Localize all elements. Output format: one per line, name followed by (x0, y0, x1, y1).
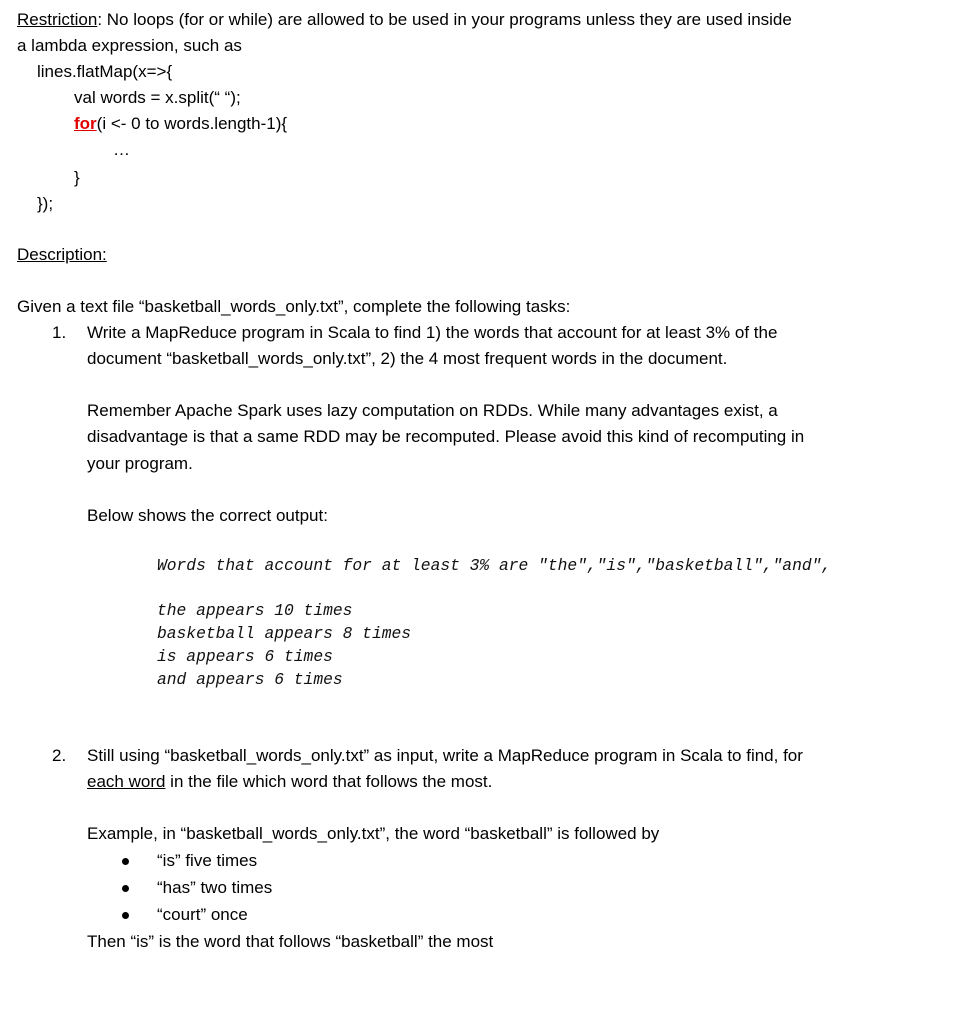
bullet-icon (122, 885, 129, 892)
task-2-line-2-rest: in the file which word that follows the most. (165, 772, 493, 791)
conclusion-line: Then “is” is the word that follows “basketball” the most (87, 932, 494, 951)
code-line-2: val words = x.split(“ “); (74, 88, 241, 107)
restriction-line-1 (17, 9, 792, 31)
for-keyword: for (74, 114, 97, 133)
output-line-4: is appears 6 times (157, 647, 333, 666)
task-2-number: 2. (52, 746, 67, 765)
output-line-1: Words that account for at least 3% are "the","is","basketball","and", (157, 556, 832, 575)
task-2-line-2 (87, 771, 492, 793)
bullet-icon (122, 858, 129, 865)
code-line-4: … (113, 140, 130, 159)
bullet-icon (122, 912, 129, 919)
example-line: Example, in “basketball_words_only.txt”, the word “basketball” is followed by (87, 824, 660, 843)
restriction-label: Restriction (17, 10, 98, 29)
description-intro: Given a text file “basketball_words_only.txt”, complete the following tasks: (17, 297, 571, 316)
code-line-5: } (74, 168, 80, 187)
description-heading: Description: (17, 245, 107, 264)
task-1-line-2: document “basketball_words_only.txt”, 2) the 4 most frequent words in the document. (87, 349, 728, 368)
task-1-line-1: Write a MapReduce program in Scala to find 1) the words that account for at least 3% of the (87, 323, 778, 342)
bullet-item-1: “is” five times (157, 851, 258, 870)
restriction-text: : No loops (for or while) are allowed to be used in your programs unless they are used inside (97, 10, 792, 29)
task-1-para2-line-3: your program. (87, 454, 193, 473)
each-word-emphasis: each word (87, 772, 166, 791)
bullet-item-3: “court” once (157, 905, 248, 924)
task-1-para2-line-1: Remember Apache Spark uses lazy computation on RDDs. While many advantages exist, a (87, 401, 778, 420)
code-line-6: }); (37, 194, 54, 213)
restriction-line-2: a lambda expression, such as (17, 36, 242, 55)
code-line-1: lines.flatMap(x=>{ (37, 62, 173, 81)
task-2-line-1: Still using “basketball_words_only.txt” as input, write a MapReduce program in Scala to find, for (87, 746, 803, 765)
output-intro: Below shows the correct output: (87, 506, 328, 525)
output-line-2: the appears 10 times (157, 601, 353, 620)
output-line-3: basketball appears 8 times (157, 624, 412, 643)
task-1-number: 1. (52, 323, 67, 342)
bullet-item-2: “has” two times (157, 878, 273, 897)
code-line-3-rest: (i <- 0 to words.length-1){ (96, 114, 288, 133)
output-line-5: and appears 6 times (157, 670, 343, 689)
code-line-3 (74, 113, 287, 135)
task-1-para2-line-2: disadvantage is that a same RDD may be recomputed. Please avoid this kind of recomputing in (87, 427, 805, 446)
